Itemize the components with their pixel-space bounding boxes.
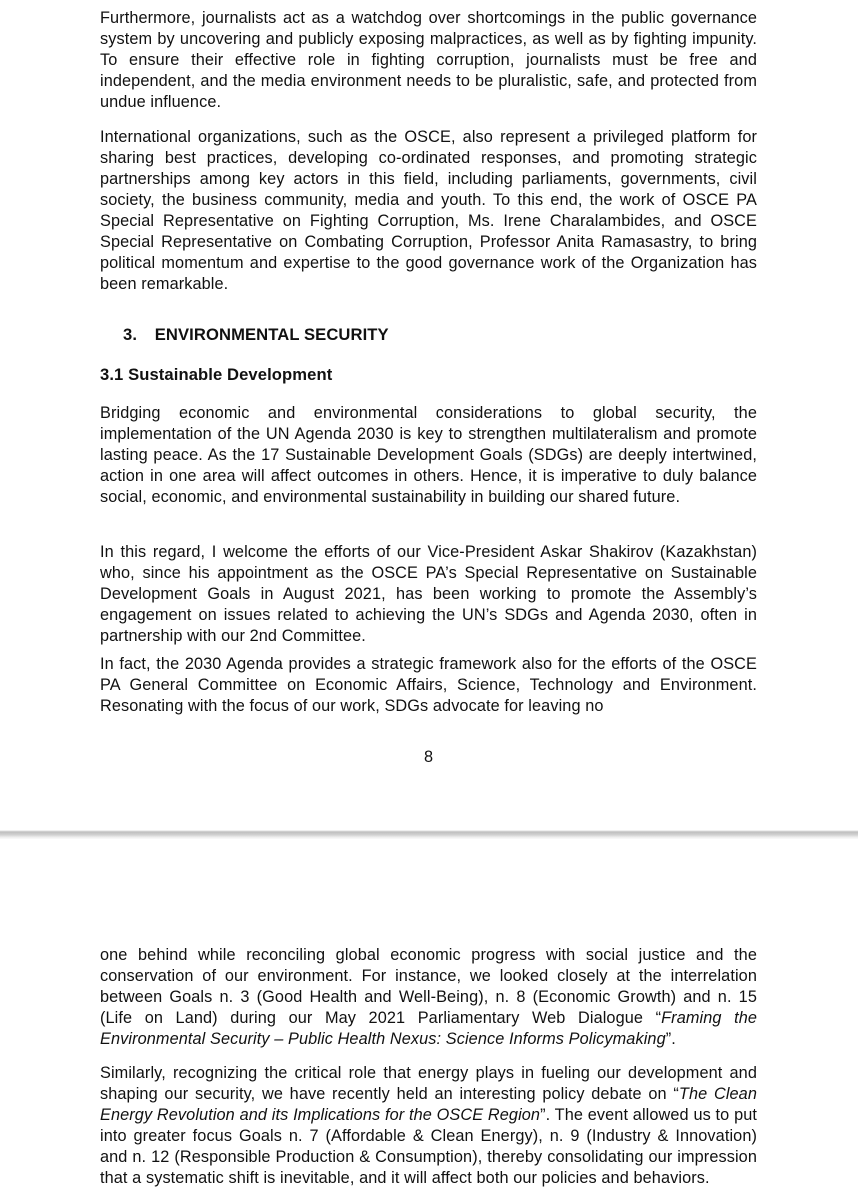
- paragraph-leave-no-one-behind: [100, 945, 757, 1050]
- paragraph-2030-agenda: In fact, the 2030 Agenda provides a strategic framework also for the efforts of the OSCE PA General Committee on Economic Affairs, Science, Technology and Environment. Resonating with the focus of our work, SDGs advocate for leaving no: [100, 655, 757, 715]
- paragraph-vice-president-shakirov: In this regard, I welcome the efforts of our Vice-President Askar Shakirov (Kazakhstan) who, since his appointment as the OSCE PA’s Special Representative on Sustainable Development Goals in August 2021, has been working to promote the Assembly’s engagement on issues related to achieving the UN’s SDGs and Agenda 2030, often in partnership with our 2nd Committee.: [100, 543, 757, 645]
- paragraph-bridging-economic: Bridging economic and environmental considerations to global security, the implementation of the UN Agenda 2030 is key to strengthen multilateralism and promote lasting peace. As the 17 Sustainable Development Goals (SDGs) are deeply intertwined, action in one area will affect outcomes in others. Hence, it is imperative to duly balance social, economic, and environmental sustainability in building our shared future.: [100, 404, 757, 506]
- paragraph-text: Similarly, recognizing the critical role that energy plays in fueling our development and shaping our security, we have recently held an interesting policy debate on “: [100, 1064, 757, 1103]
- subsection-heading-sustainable-development: 3.1 Sustainable Development: [100, 365, 333, 384]
- event-title-italic: The Clean Energy Revolution and its Implications for the OSCE Region: [100, 1085, 757, 1124]
- paragraph-text: ”.: [665, 1030, 676, 1048]
- paragraph-text: ”. The event allowed us to put into greater focus Goals n. 7 (Affordable & Clean Energy), n. 9 (Industry & Innovation) and n. 12 (Responsible Production & Consumption), thereby consolidating our impression that a systematic shift is inevitable, and it will affect both our policies and behaviors.: [100, 1106, 757, 1187]
- paragraph-journalists-watchdog: Furthermore, journalists act as a watchdog over shortcomings in the public governance system by uncovering and publicly exposing malpractices, as well as by fighting impunity. To ensure their effective role in fighting corruption, journalists must be free and independent, and the media environment needs to be pluralistic, safe, and protected from undue influence.: [100, 9, 757, 111]
- paragraph-clean-energy: [100, 1063, 757, 1189]
- event-title-italic: Framing the Environmental Security – Public Health Nexus: Science Informs Policymaking: [100, 1009, 758, 1048]
- section-heading-environmental-security: [100, 324, 757, 345]
- section-title: ENVIRONMENTAL SECURITY: [154, 325, 389, 344]
- page-number: 8: [423, 748, 434, 766]
- paragraph-international-organizations: International organizations, such as the OSCE, also represent a privileged platform for sharing best practices, developing co-ordinated responses, and promoting strategic partnerships among key actors in this field, including parliaments, governments, civil society, the business community, media and youth. To this end, the work of OSCE PA Special Representative on Fighting Corruption, Ms. Irene Charalambides, and OSCE Special Representative on Combating Corruption, Professor Anita Ramasastry, to bring political momentum and expertise to the good governance work of the Organization has been remarkable.: [100, 128, 757, 293]
- section-number: 3.: [123, 325, 138, 344]
- paragraph-text: one behind while reconciling global economic progress with social justice and the conservation of our environment. For instance, we looked closely at the interrelation between Goals n. 3 (Good Health and Well-Being), n. 8 (Economic Growth) and n. 15 (Life on Land) during our May 2021 Parliamentary Web Dialogue “: [100, 946, 757, 1027]
- page-divider: [0, 830, 858, 839]
